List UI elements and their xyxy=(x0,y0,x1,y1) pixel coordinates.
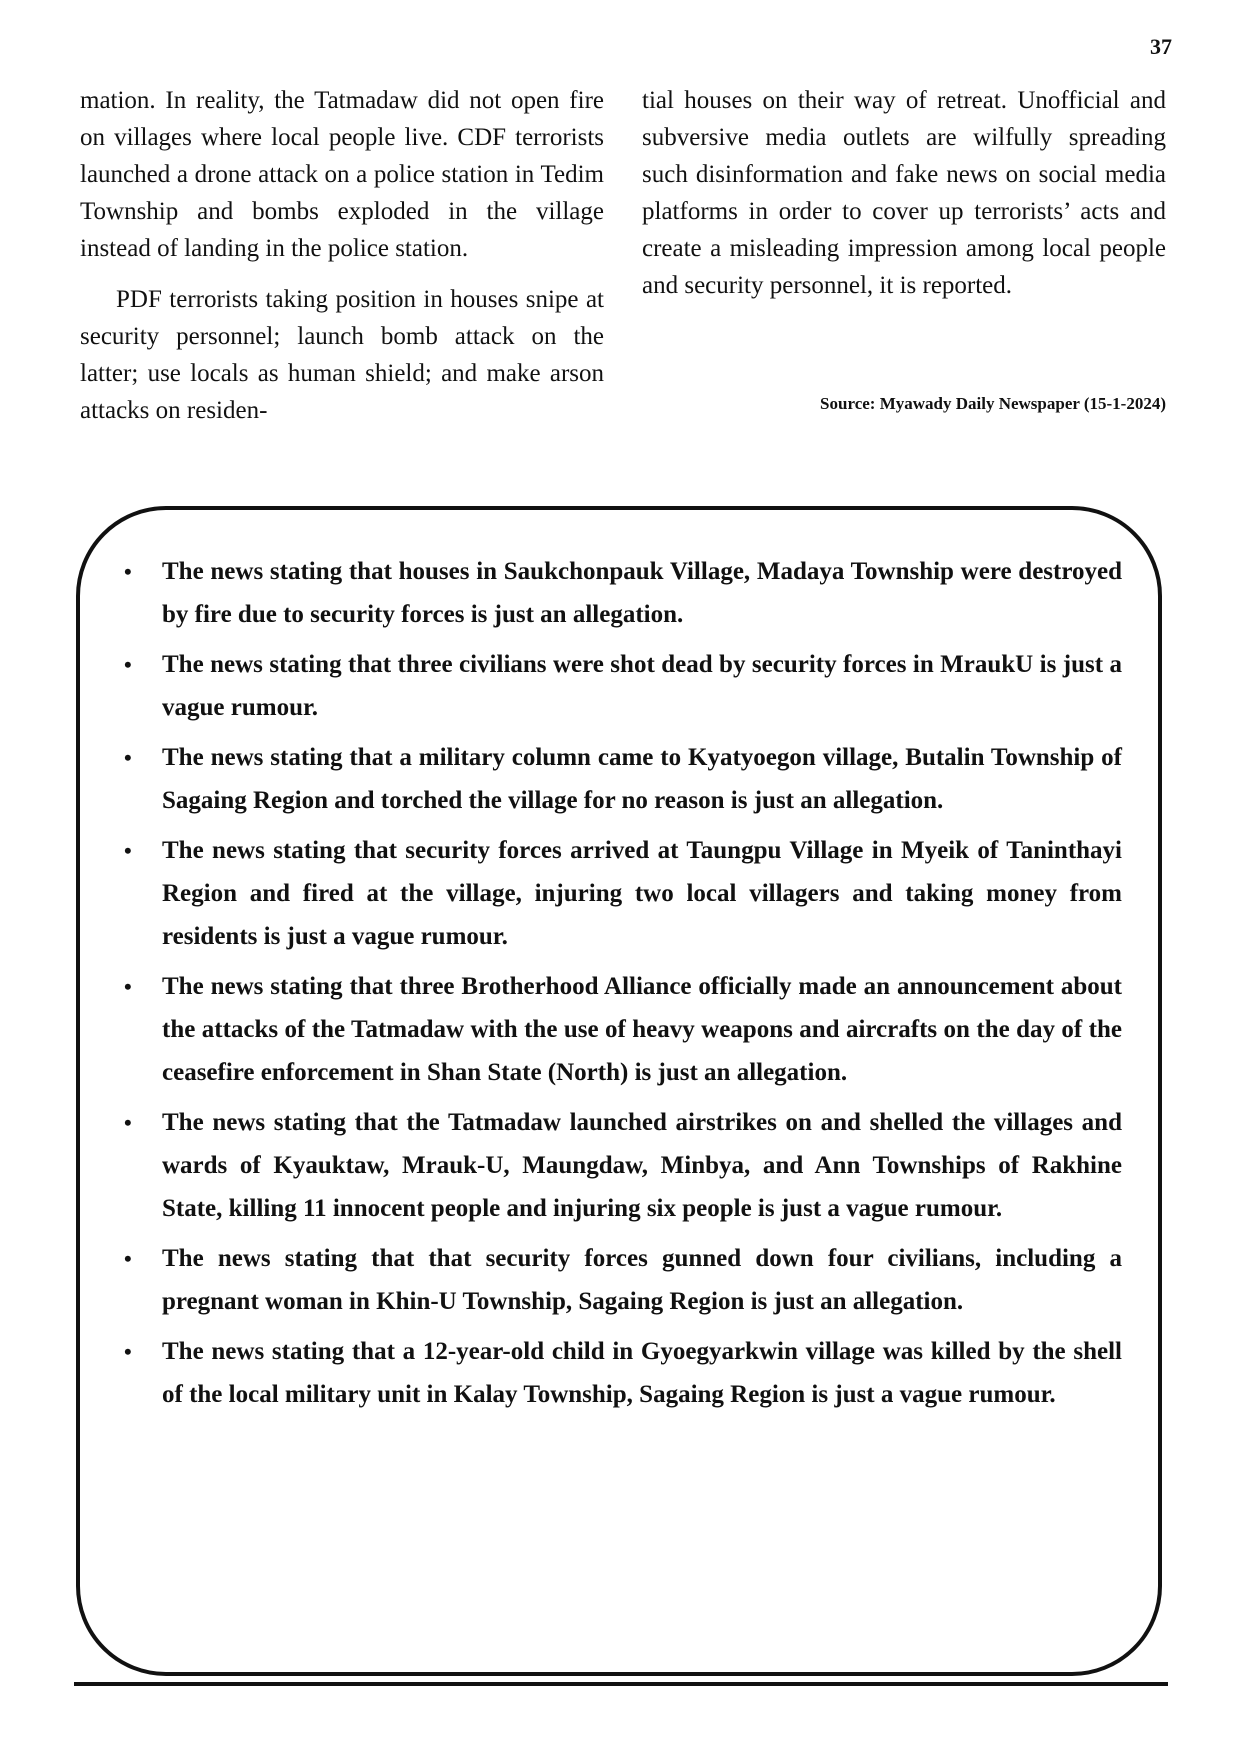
page-number: 37 xyxy=(1150,34,1172,59)
news-box-list xyxy=(106,550,1122,1423)
left-paragraph-1: mation. In reality, the Tatmadaw did not open fire on villages where local people live. CDF terrorists launched a drone attack on a police station in Tedim Township and bombs exploded in the village instead of landing in the police station. xyxy=(80,87,604,262)
bullet-icon: • xyxy=(124,1246,132,1271)
news-item-text: The news stating that three civilians were shot dead by security forces in MraukU is just a vague rumour. xyxy=(162,651,1122,721)
bullet-icon: • xyxy=(124,745,132,770)
news-item xyxy=(106,643,1122,729)
left-column xyxy=(80,82,604,443)
news-item xyxy=(106,965,1122,1094)
bullet-icon: • xyxy=(124,559,132,584)
news-item xyxy=(106,736,1122,822)
right-column xyxy=(642,82,1166,318)
news-item xyxy=(106,550,1122,636)
news-item-text: The news stating that security forces arrived at Taungpu Village in Myeik of Taninthayi Region and fired at the village, injuring two local villagers and taking money from residents is just a vague rumour. xyxy=(162,837,1122,950)
news-item-text: The news stating that the Tatmadaw launched airstrikes on and shelled the villages and wards of Kyauktaw, Mrauk-U, Maungdaw, Minbya, and Ann Townships of Rakhine State, killing 11 innocent people and injuring six people is just a vague rumour. xyxy=(162,1109,1122,1222)
news-item-text: The news stating that that security forces gunned down four civilians, including a pregnant woman in Khin-U Township, Sagaing Region is just an allegation. xyxy=(162,1245,1122,1315)
news-item xyxy=(106,829,1122,958)
right-paragraph-1: tial houses on their way of retreat. Unofficial and subversive media outlets are wilfully spreading such disinformation and fake news on social media platforms in order to cover up terrorists’ acts and create a misleading impression among local people and security personnel, it is reported. xyxy=(642,87,1166,299)
left-paragraph-2: PDF terrorists taking position in houses snipe at security personnel; launch bomb attack on the latter; use locals as human shield; and make arson attacks on residen- xyxy=(80,286,604,424)
bullet-icon: • xyxy=(124,1339,132,1364)
news-item-text: The news stating that a 12-year-old child in Gyoegyarkwin village was killed by the shell of the local military unit in Kalay Township, Sagaing Region is just a vague rumour. xyxy=(162,1338,1122,1408)
news-item-text: The news stating that houses in Saukchonpauk Village, Madaya Township were destroyed by fire due to security forces is just an allegation. xyxy=(162,558,1122,628)
news-item xyxy=(106,1330,1122,1416)
news-item-text: The news stating that three Brotherhood Alliance officially made an announcement about the attacks of the Tatmadaw with the use of heavy weapons and aircrafts on the day of the ceasefire enforcement in Shan State (North) is just an allegation. xyxy=(162,973,1122,1086)
bullet-icon: • xyxy=(124,1110,132,1135)
bottom-rule xyxy=(74,1682,1168,1686)
news-item-text: The news stating that a military column came to Kyatyoegon village, Butalin Township of Sagaing Region and torched the village for no reason is just an allegation. xyxy=(162,744,1122,814)
bullet-icon: • xyxy=(124,974,132,999)
news-item xyxy=(106,1101,1122,1230)
bullet-icon: • xyxy=(124,652,132,677)
source-citation: Source: Myawady Daily Newspaper (15-1-2024) xyxy=(820,394,1166,413)
bullet-icon: • xyxy=(124,838,132,863)
news-item xyxy=(106,1237,1122,1323)
